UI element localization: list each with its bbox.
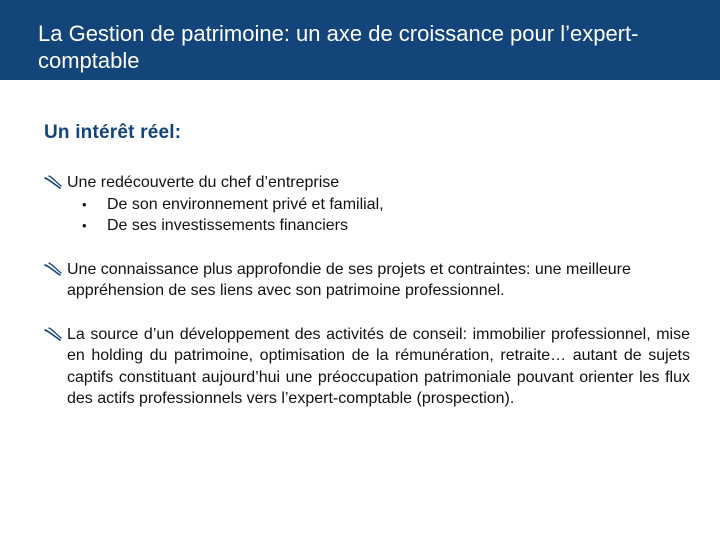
slide-title: La Gestion de patrimoine: un axe de croissance pour l’expert-comptable — [38, 21, 639, 73]
swoosh-bullet-icon — [44, 174, 62, 190]
section-subtitle: Un intérêt réel: — [44, 122, 182, 143]
bullet-text: La source d’un développement des activités de conseil: immobilier professionnel, mise en holding du patrimoine, optimisation de la rémunération, retraite… autant de sujets captifs constituant aujourd’hui une préoccupation patrimoniale pouvant orienter les flux des actifs professionnels vers l’expert-comptable (prospection). — [67, 325, 690, 407]
sub-bullet-item — [67, 194, 690, 216]
bullet-list — [44, 172, 690, 410]
dot-bullet: • — [82, 218, 87, 233]
sub-bullet-text: De ses investissements financiers — [107, 217, 348, 234]
bullet-point-development — [44, 324, 690, 410]
title-bar — [0, 0, 720, 80]
bullet-text: Une connaissance plus approfondie de ses projets et contraintes: une meilleure appréhension de ses liens avec son patrimoine professionnel. — [67, 260, 631, 299]
swoosh-bullet-icon — [44, 326, 62, 342]
sub-bullet-list — [67, 194, 690, 237]
sub-bullet-item — [67, 215, 690, 237]
bullet-point-rediscovery — [44, 172, 690, 237]
bullet-point-knowledge — [44, 259, 690, 302]
dot-bullet: • — [82, 196, 87, 212]
swoosh-bullet-icon — [44, 261, 62, 277]
bullet-text: Une redécouverte du chef d’entreprise — [67, 174, 340, 191]
sub-bullet-text: De son environnement privé et familial, — [107, 195, 384, 213]
